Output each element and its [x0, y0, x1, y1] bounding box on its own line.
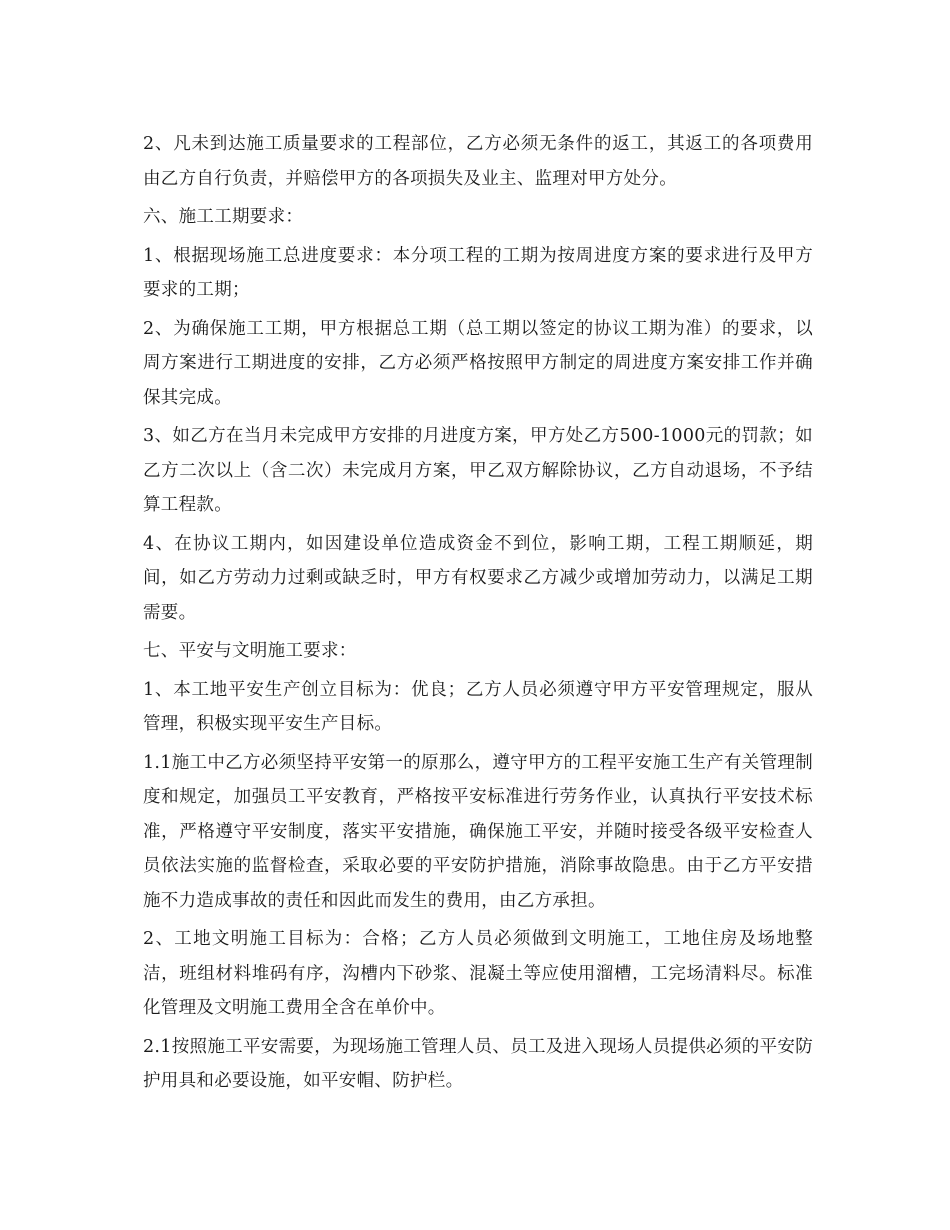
document-body [143, 127, 813, 1103]
section-heading-safety: 七、平安与文明施工要求： [143, 641, 357, 661]
paragraph-schedule-3: 3、如乙方在当月未完成甲方安排的月进度方案，甲方处乙方500-1000元的罚款；如乙方二次以上（含二次）未完成月方案，甲乙双方解除协议，乙方自动退场，不予结算工程款。 [143, 426, 813, 515]
paragraph-schedule-4: 4、在协议工期内，如因建设单位造成资金不到位，影响工期，工程工期顺延，期间，如乙方劳动力过剩或缺乏时，甲方有权要求乙方减少或增加劳动力，以满足工期需要。 [143, 533, 813, 623]
paragraph-safety-2: 2、工地文明施工目标为：合格；乙方人员必须做到文明施工，工地住房及场地整洁，班组材料堆码有序，沟槽内下砂浆、混凝土等应使用溜槽，工完场清料尽。标准化管理及文明施工费用全含在单价中。 [143, 929, 813, 1018]
paragraph-safety-1: 1、本工地平安生产创立目标为：优良；乙方人员必须遵守甲方平安管理规定，服从管理，积极实现平安生产目标。 [143, 679, 813, 734]
paragraph-safety-2-1: 2.1按照施工平安需要，为现场施工管理人员、员工及进入现场人员提供必须的平安防护用具和必要设施，如平安帽、防护栏。 [143, 1036, 813, 1091]
paragraph-schedule-2: 2、为确保施工工期，甲方根据总工期（总工期以签定的协议工期为准）的要求，以周方案进行工期进度的安排，乙方必须严格按照甲方制定的周进度方案安排工作并确保其完成。 [143, 318, 813, 408]
section-heading-schedule: 六、施工工期要求： [143, 207, 304, 227]
paragraph-rework-clause: 2、凡未到达施工质量要求的工程部位，乙方必须无条件的返工，其返工的各项费用由乙方自行负责，并赔偿甲方的各项损失及业主、监理对甲方处分。 [143, 134, 813, 189]
paragraph-safety-1-1: 1.1施工中乙方必须坚持平安第一的原那么，遵守甲方的工程平安施工生产有关管理制度和规定，加强员工平安教育，严格按平安标准进行劳务作业，认真执行平安技术标准，严格遵守平安制度，落实平安措施，确保施工平安，并随时接受各级平安检查人员依法实施的监督检查，采取必要的平安防护措施，消除事故隐患。由于乙方平安措施不力造成事故的责任和因此而发生的费用，由乙方承担。 [143, 752, 813, 911]
paragraph-schedule-1: 1、根据现场施工总进度要求：本分项工程的工期为按周进度方案的要求进行及甲方要求的工期； [143, 245, 813, 300]
